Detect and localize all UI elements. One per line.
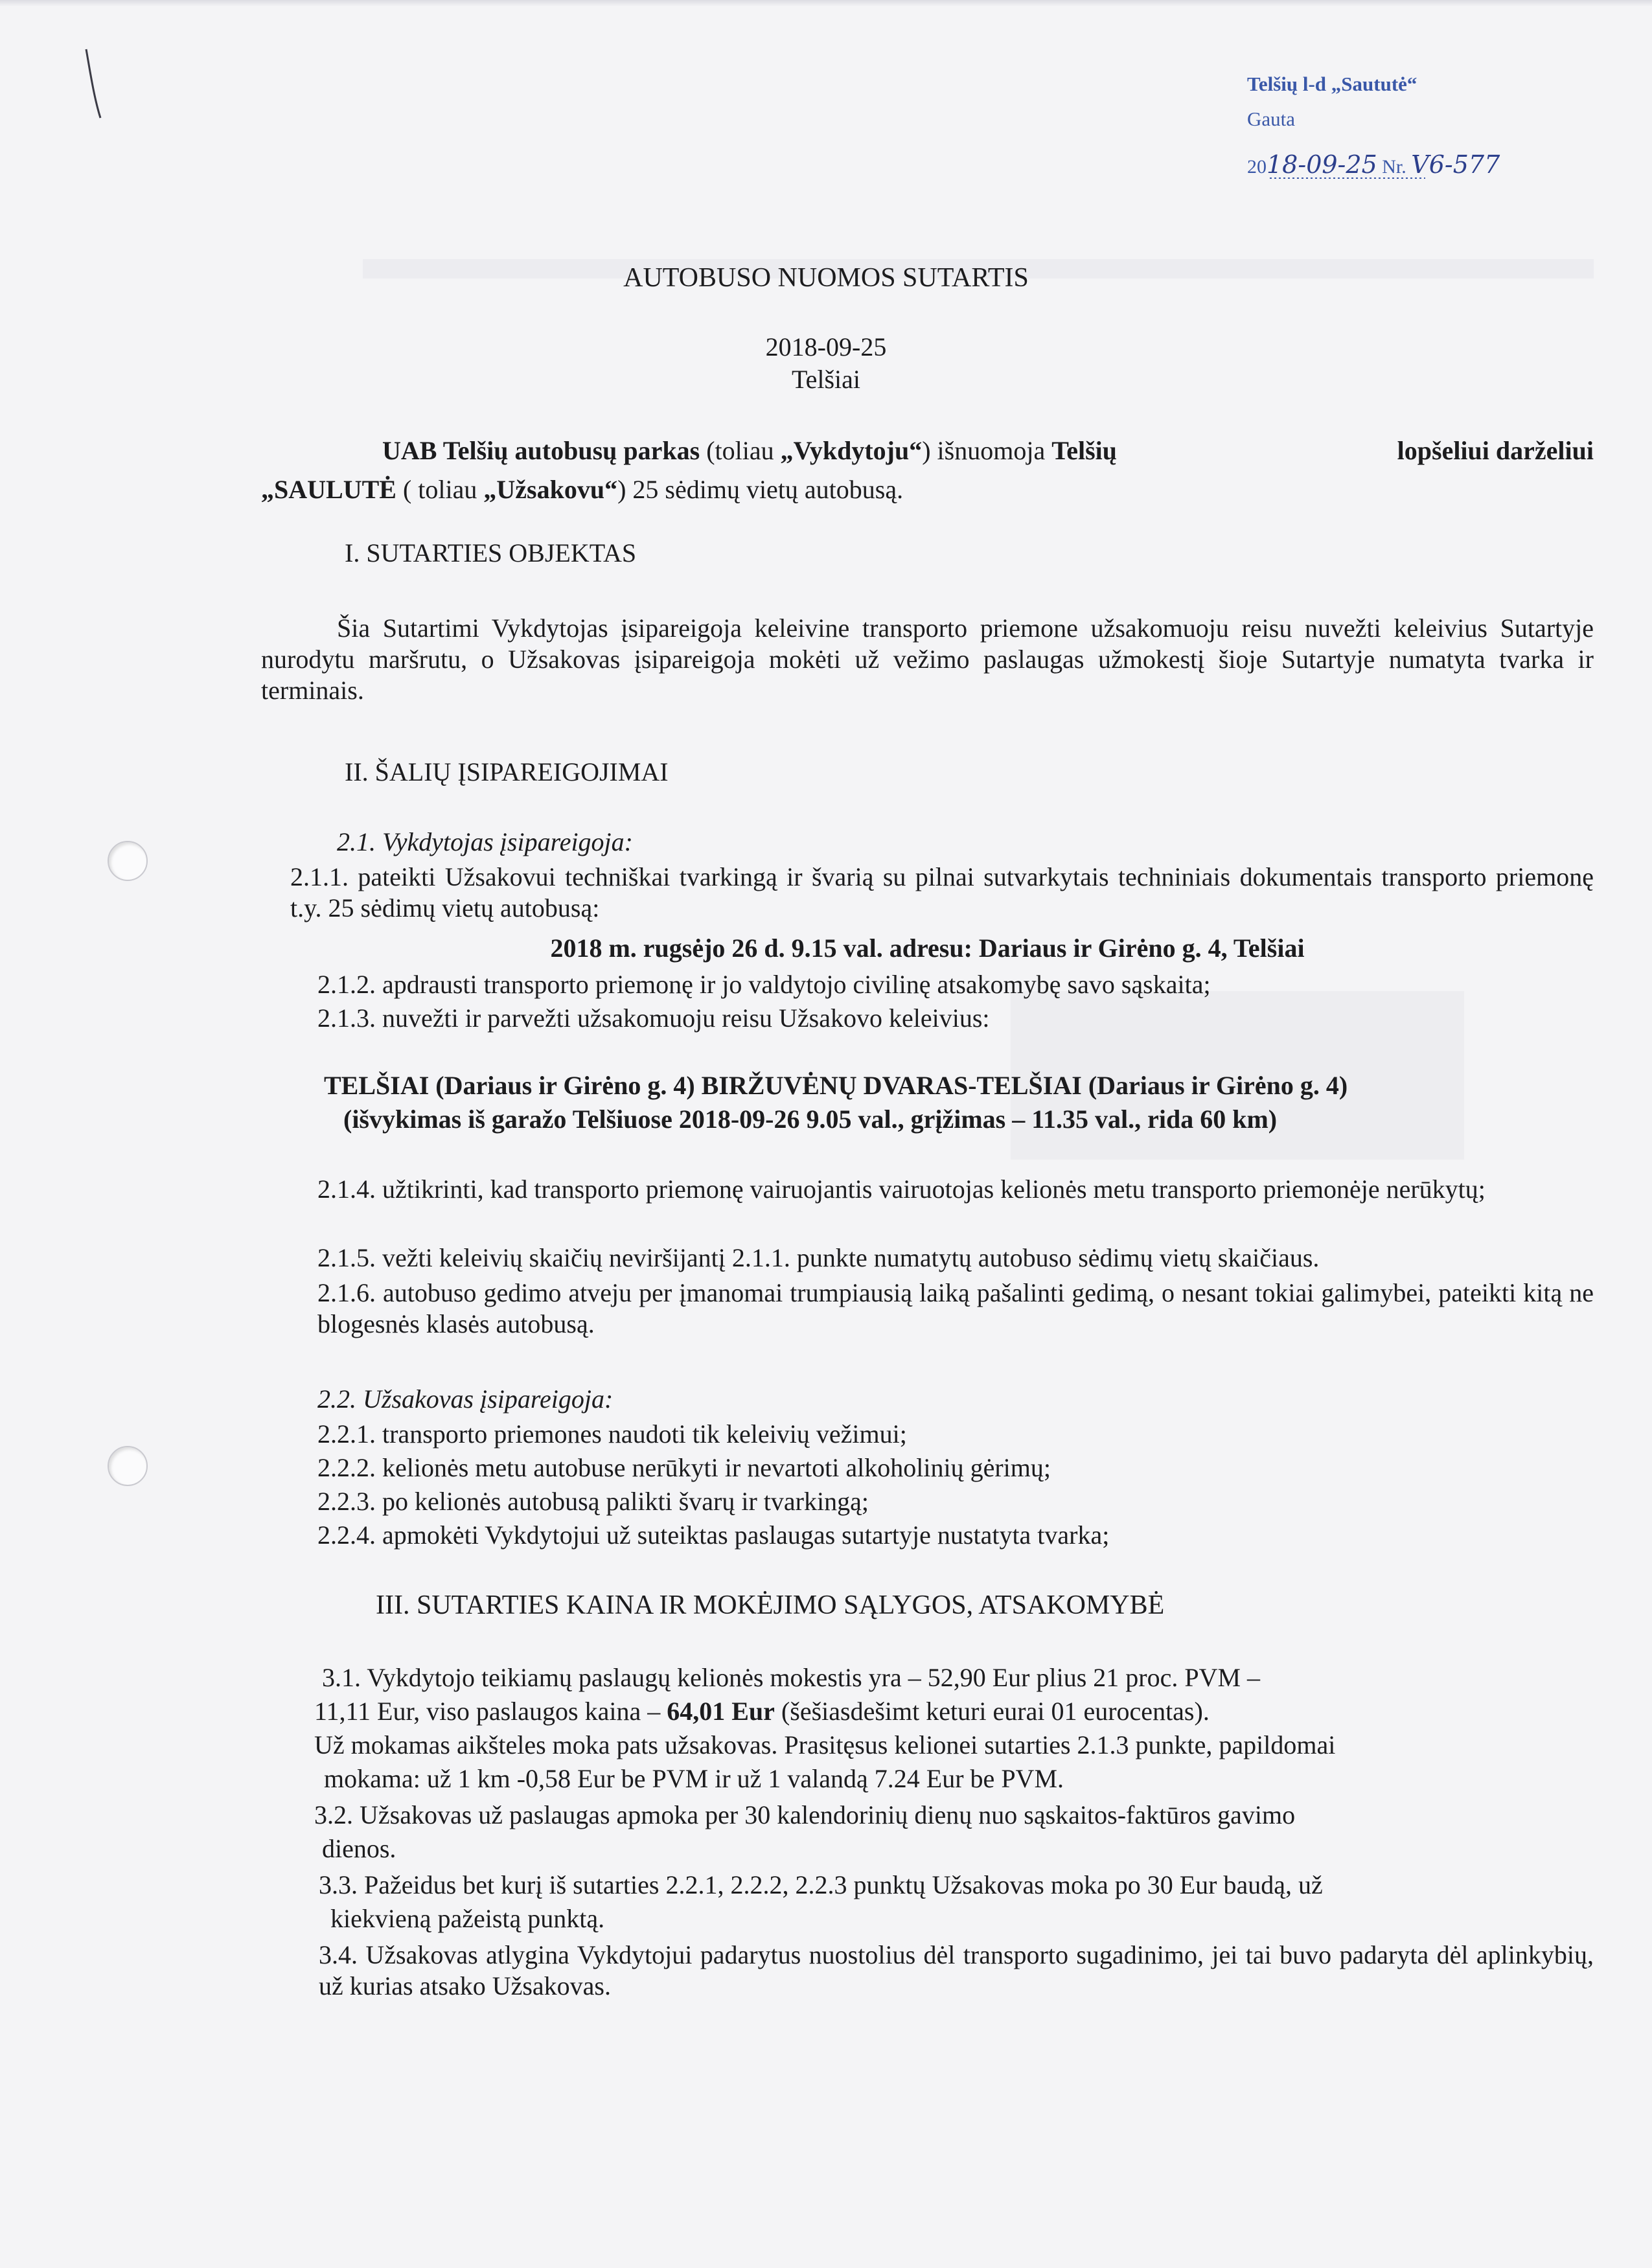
price-text: 11,11 Eur, viso paslaugos kaina – [314,1697,667,1726]
item-3-3-line-2: kiekvieną pažeistą punktą. [330,1904,605,1933]
intro-line-2 [261,474,903,505]
item-2-1-4: 2.1.4. užtikrinti, kad transporto priemonę vairuojantis vairuotojas kelionės metu transporto priemonėje nerūkytų; [317,1174,1486,1204]
item-2-1-1-text: 2.1.1. pateikti Užsakovui techniškai tvarkingą ir švarią su pilnai sutvarkytais techniniais dokumentais transporto priemonę t.y. 25 sėdimų vietų autobusą: [290,862,1594,922]
intro-text: ( toliau [396,475,484,504]
executor-obligations-subheading: 2.1. Vykdytojas įsipareigoja: [337,827,633,856]
stamp-handwritten-date: 18-09-25 [1267,150,1377,179]
item-2-2-3: 2.2.3. po kelionės autobusą palikti švarų ir tvarkingą; [317,1487,869,1516]
section-2-heading: II. ŠALIŲ ĮSIPAREIGOJIMAI [345,757,669,786]
client-name-part: lopšeliui darželiui [1397,436,1594,465]
section-1-paragraph: Šia Sutartimi Vykdytojas įsipareigoja keleivine transporto priemone užsakomuoju reisu nuvežti keleivius Sutartyje nurodytu maršrutu, o Užsakovas įsipareigoja mokėti už vežimo paslaugas užmokestį šioje Sutartyje numatyta tvarka ir terminais. [261,613,1594,705]
intro-text: ) išnuomoja [922,436,1052,465]
document-city: Telšiai [791,365,861,394]
item-2-2-1: 2.2.1. transporto priemones naudoti tik keleivių vežimui; [317,1419,907,1449]
scan-top-edge [0,0,1652,6]
item-3-1-line-2 [314,1696,1210,1727]
route-line-2: (išvykimas iš garažo Telšiuose 2018-09-26 9.05 val., grįžimas – 11.35 val., rida 60 km) [343,1105,1278,1134]
total-price: 64,01 Eur [667,1697,775,1726]
punch-hole [108,841,148,881]
intro-text: (toliau [700,436,781,465]
item-3-2-line-2: dienos. [322,1834,396,1863]
document-title: AUTOBUSO NUOMOS SUTARTIS [623,263,1029,293]
stamp-year-prefix: 20 [1247,156,1267,178]
route-line-1: TELŠIAI (Dariaus ir Girėno g. 4) BIRŽUVĖNŲ DVARAS-TELŠIAI (Dariaus ir Girėno g. 4) [324,1071,1348,1100]
item-3-2-line-1: 3.2. Užsakovas už paslaugas apmoka per 30 kalendorinių dienų nuo sąskaitos-faktūros gavimo [314,1800,1296,1829]
item-2-1-1 [290,862,1594,924]
intro-text: ) 25 sėdimų vietų autobusą. [617,475,904,504]
stamp-dotted-underline [1270,176,1425,180]
intro-line-1 [382,435,1594,466]
item-3-1-line-4: mokama: už 1 km -0,58 Eur be PVM ir už 1 valandą 7.24 Eur be PVM. [324,1764,1064,1793]
item-3-3-line-1: 3.3. Pažeidus bet kurį iš sutarties 2.2.1, 2.2.2, 2.2.3 punktų Užsakovas moka po 30 Eur baudą, už [319,1870,1323,1899]
item-2-2-2: 2.2.2. kelionės metu autobuse nerūkyti ir nevartoti alkoholinių gėrimų; [317,1453,1051,1482]
client-name-part: Telšių [1051,436,1118,465]
item-2-2-4: 2.2.4. apmokėti Vykdytojui už suteiktas paslaugas sutartyje nustatyta tvarka; [317,1520,1110,1550]
punch-hole [108,1446,148,1486]
document-date: 2018-09-25 [765,332,887,361]
stamp-handwritten-number: V6-577 [1411,150,1500,179]
pen-mark [81,45,107,123]
section-3-heading: III. SUTARTIES KAINA IR MOKĖJIMO SĄLYGOS, ATSAKOMYBĖ [376,1590,1165,1620]
item-2-1-3: 2.1.3. nuvežti ir parvežti užsakomuoju reisu Užsakovo keleivius: [317,1003,990,1033]
item-2-1-6: 2.1.6. autobuso gedimo atveju per įmanomai trumpiausią laiką pašalinti gedimą, o nesant tokiai galimybei, pateikti kitą ne blogesnės klasės autobusą. [317,1278,1594,1338]
pickup-details: 2018 m. rugsėjo 26 d. 9.15 val. adresu: Dariaus ir Girėno g. 4, Telšiai [550,934,1305,963]
item-3-1-line-1: 3.1. Vykdytojo teikiamų paslaugų kelionės mokestis yra – 52,90 Eur plius 21 proc. PVM – [322,1663,1261,1692]
executor-term: „Vykdytoju“ [780,436,923,465]
price-words: (šešiasdešimt keturi eurai 01 eurocentas). [774,1697,1210,1726]
item-2-1-5: 2.1.5. vežti keleivių skaičių neviršijantį 2.1.1. punkte numatytų autobuso sėdimų vietų skaičiaus. [317,1243,1320,1272]
item-2-1-2: 2.1.2. apdrausti transporto priemonę ir jo valdytojo civilinę atsakomybę savo sąskaita; [317,970,1211,999]
item-3-1-line-3: Už mokamas aikšteles moka pats užsakovas. Prasitęsus kelionei sutarties 2.1.3 punkte, papildomai [314,1730,1336,1759]
item-3-4: 3.4. Užsakovas atlygina Vykdytojui padarytus nuostolius dėl transporto sugadinimo, jei tai buvo padaryta dėl aplinkybių, už kurias atsako Užsakovas. [319,1940,1594,2000]
stamp-received-label: Gauta [1247,108,1296,130]
stamp-date-line [1247,150,1500,179]
client-obligations-subheading: 2.2. Užsakovas įsipareigoja: [317,1384,614,1414]
stamp-institution: Telšių l-d „Saututė“ [1247,73,1417,95]
section-1-heading: I. SUTARTIES OBJEKTAS [345,538,637,567]
stamp-number-label: Nr. [1382,156,1406,178]
client-name-part: „SAULUTĖ [261,475,396,504]
client-term: „Užsakovu“ [483,475,618,504]
executor-company: UAB Telšių autobusų parkas [382,436,700,465]
